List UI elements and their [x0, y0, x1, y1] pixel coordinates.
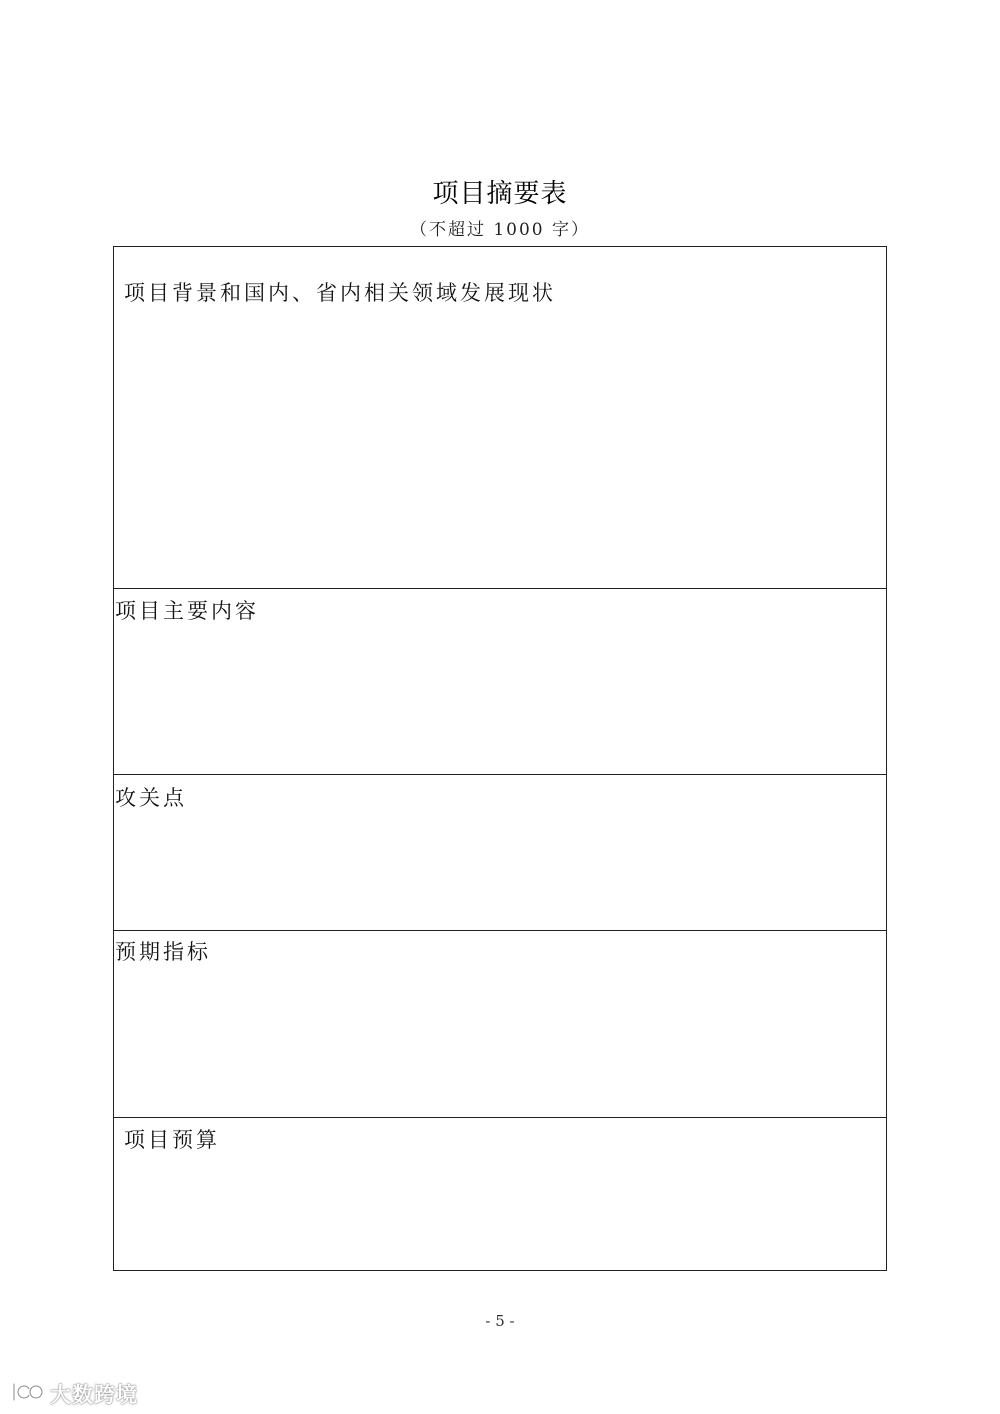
section-budget — [114, 1118, 886, 1270]
page-number: - 5 - — [485, 1312, 515, 1330]
section-background — [114, 247, 886, 589]
page-title: 项目摘要表 — [432, 179, 568, 209]
watermark — [10, 1380, 138, 1408]
watermark-text: 大数跨境 — [50, 1383, 138, 1407]
brand-logo-icon — [10, 1380, 44, 1408]
section-main-content — [114, 589, 886, 775]
section-label-expected-indicators: 预期指标 — [115, 940, 211, 964]
section-expected-indicators — [114, 931, 886, 1118]
section-key-points — [114, 775, 886, 931]
section-label-background: 项目背景和国内、省内相关领域发展现状 — [124, 281, 556, 305]
section-label-key-points: 攻关点 — [115, 786, 187, 810]
summary-table — [113, 246, 887, 1271]
section-label-budget: 项目预算 — [124, 1128, 220, 1152]
page-subtitle: （不超过 1000 字） — [409, 220, 591, 240]
section-label-main-content: 项目主要内容 — [115, 599, 259, 623]
